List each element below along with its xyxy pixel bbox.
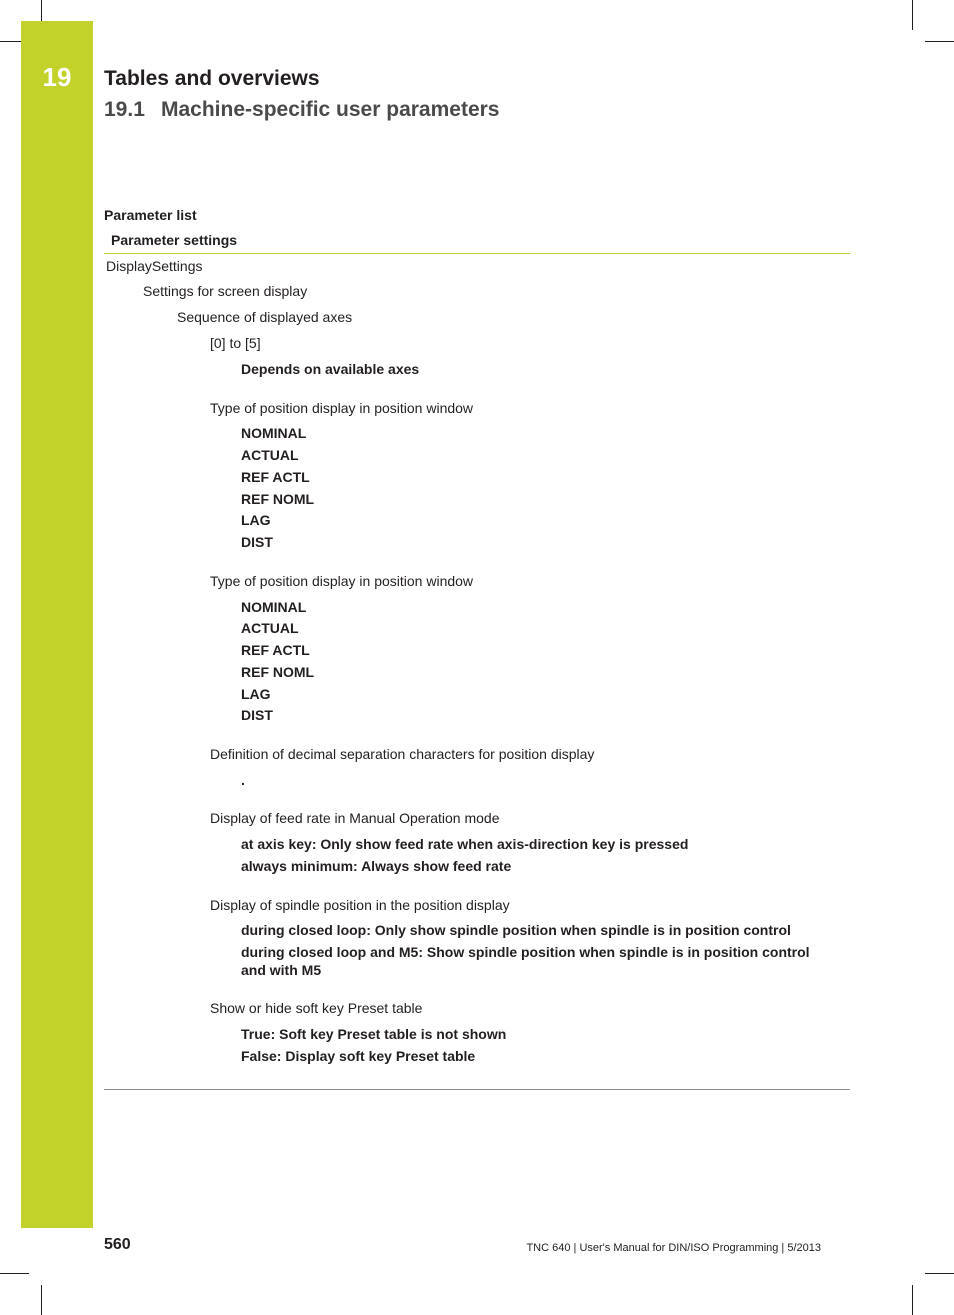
tree-level-4: [0] to [5]	[210, 335, 261, 351]
param-value: ACTUAL	[241, 620, 299, 636]
crop-mark	[912, 1285, 913, 1315]
section-name: Machine-specific user parameters	[161, 98, 500, 121]
param-value: REF ACTL	[241, 642, 310, 658]
footer-text: TNC 640 | User's Manual for DIN/ISO Programming | 5/2013	[526, 1242, 821, 1254]
tree-level-2: Settings for screen display	[143, 283, 308, 299]
param-value: .	[241, 772, 245, 788]
section-title	[104, 98, 499, 122]
param-value: DIST	[241, 534, 273, 550]
tree-level-3: Sequence of displayed axes	[177, 309, 353, 325]
param-name: Display of feed rate in Manual Operation mode	[210, 810, 500, 826]
param-name: Type of position display in position window	[210, 400, 474, 416]
section-number: 19.1	[104, 98, 145, 121]
param-value: False: Display soft key Preset table	[241, 1048, 476, 1064]
param-name: Show or hide soft key Preset table	[210, 1000, 423, 1016]
tree-level-1: DisplaySettings	[106, 258, 203, 274]
crop-mark	[912, 0, 913, 30]
param-value: always minimum: Always show feed rate	[241, 858, 512, 874]
param-value: True: Soft key Preset table is not shown	[241, 1026, 507, 1042]
param-value: ACTUAL	[241, 447, 299, 463]
param-value: REF ACTL	[241, 469, 310, 485]
param-value: at axis key: Only show feed rate when axis-direction key is pressed	[241, 836, 689, 852]
param-name: Definition of decimal separation characters for position display	[210, 746, 595, 762]
param-value: NOMINAL	[241, 425, 307, 441]
param-value: REF NOML	[241, 491, 315, 507]
param-value: DIST	[241, 707, 273, 723]
crop-mark	[925, 1273, 954, 1274]
crop-mark	[0, 41, 21, 42]
param-value: during closed loop: Only show spindle position when spindle is in position control	[241, 922, 791, 938]
param-value: LAG	[241, 512, 271, 528]
param-value: during closed loop and M5: Show spindle position when spindle is in position control and with M5	[241, 944, 810, 978]
chapter-sidebar	[21, 21, 93, 1228]
parameter-list-label: Parameter list	[104, 207, 197, 223]
header-rule	[104, 253, 850, 254]
table-end-rule	[104, 1089, 850, 1090]
crop-mark	[41, 1285, 42, 1315]
param-value: REF NOML	[241, 664, 315, 680]
crop-mark	[41, 0, 42, 21]
chapter-number: 19	[42, 62, 72, 92]
table-header: Parameter settings	[111, 232, 238, 248]
param-value: NOMINAL	[241, 599, 307, 615]
chapter-title: Tables and overviews	[104, 67, 320, 90]
param-value: LAG	[241, 686, 271, 702]
param-name: Type of position display in position window	[210, 573, 474, 589]
param-value: Depends on available axes	[241, 361, 420, 377]
param-name: Display of spindle position in the position display	[210, 897, 510, 913]
crop-mark	[0, 1273, 29, 1274]
page-number: 560	[104, 1236, 131, 1253]
crop-mark	[925, 41, 954, 42]
